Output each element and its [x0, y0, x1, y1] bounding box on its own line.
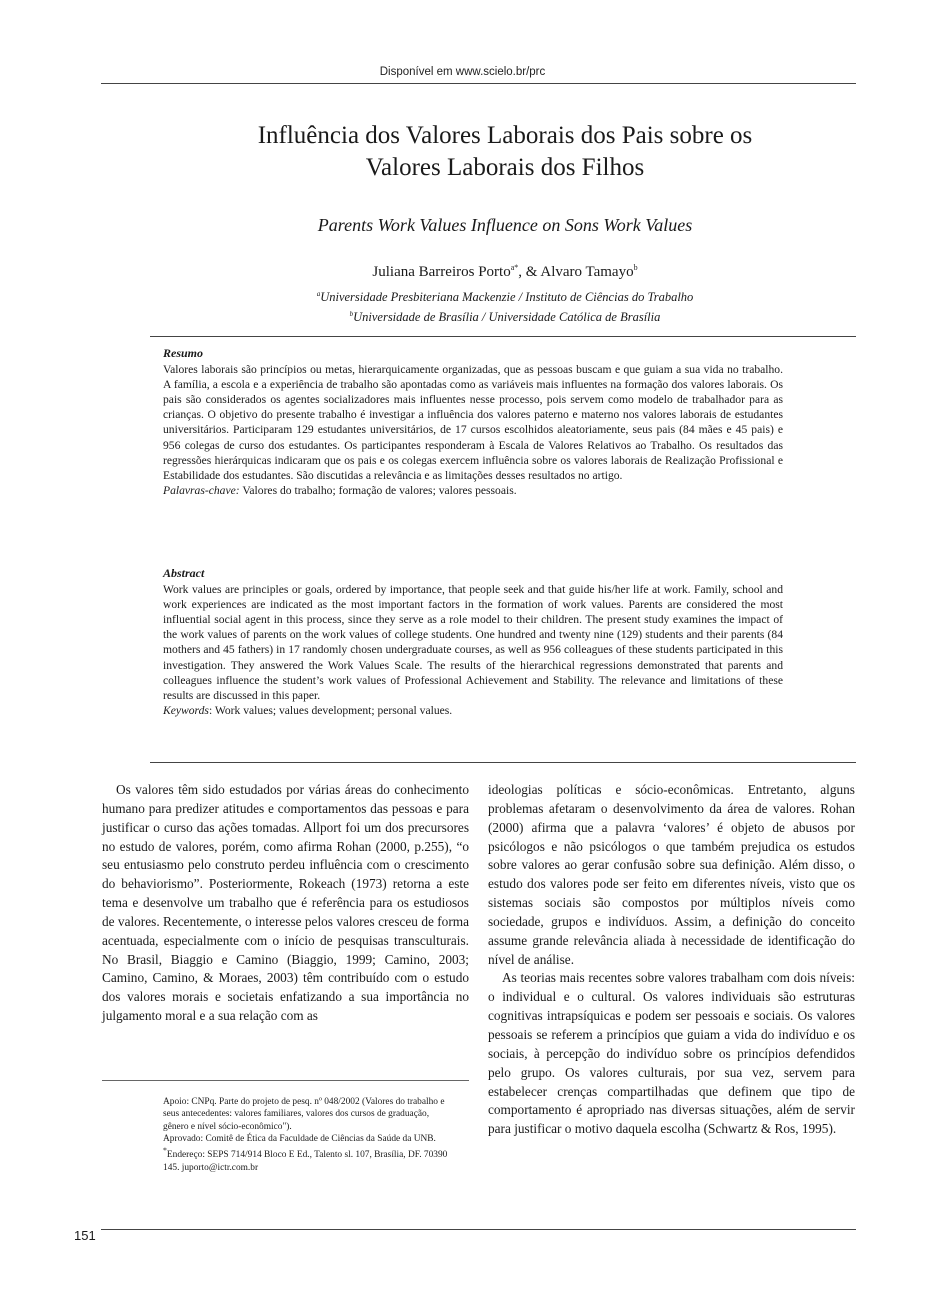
authors: [150, 263, 860, 281]
author-1: Juliana Barreiros Porto: [372, 264, 511, 280]
affiliation-mark: b: [349, 310, 354, 318]
keywords-label: Palavras-chave:: [163, 483, 240, 497]
title-line-1: Influência dos Valores Laborais dos Pais sobre os: [257, 122, 753, 149]
body-paragraph: Os valores têm sido estudados por várias áreas do conhecimento humano para predizer atitudes e comportamentos das pessoas e para justificar o curso das ações tomadas. Allport foi um dos precursores no estudo de valores, porém, como afirma Rohan (2000, p.255), “o seu entusiasmo pelo construto perdeu influência com o crescimento do behaviorismo”. Posteriormente, Rokeach (1973) retorna a este tema e desenvolve um trabalho que é referência para os estudiosos de valores. Recentemente, o interesse pelos valores cresceu de forma acentuada, especialmente com o início de pesquisas transculturais. No Brasil, Biaggio e Camino (Biaggio, 1999; Camino, 2003; Camino, Camino, & Moraes, 2003) têm contribuído com o estudo dos valores morais e societais enfatizando a sua importância no julgamento moral e a sua relação com as: [102, 782, 469, 1024]
header-rule: [101, 83, 856, 84]
title-line-2: Valores Laborais dos Filhos: [365, 154, 645, 181]
affiliation-mark: a: [316, 290, 321, 298]
body-right-column: [488, 781, 855, 1139]
english-title: Parents Work Values Influence on Sons Work Values: [317, 215, 693, 235]
resumo-keywords: [163, 483, 783, 498]
abstract-heading: Abstract: [163, 566, 205, 580]
body-left-column: [102, 781, 469, 1026]
affiliation-text: Universidade Presbiteriana Mackenzie / Instituto de Ciências do Trabalho: [320, 290, 694, 305]
abstract-top-rule: [150, 336, 856, 337]
footnote-apoio: Apoio: CNPq. Parte do projeto de pesq. nº 048/2002 (Valores do trabalho e seus antecedentes: valores familiares, valores dos cursos de graduação, gênero e nível sócio-econômico").: [163, 1097, 445, 1132]
author-2-mark: b: [633, 263, 638, 272]
body-paragraph: As teorias mais recentes sobre valores trabalham com dois níveis: o individual e o cultural. Os valores individuais são estruturas cognitivas intrapsíquicas e podem ser pessoais e sociais. Os valores pessoais se referem a princípios que guiam a vida do indivíduo e os sociais, à percepção do indivíduo sobre os princípios defendidos pelo grupo. Os valores culturais, por sua vez, servem para estabelecer crenças compartilhadas que definem que tipo de comportamento é apropriado nas diversas situações, além de servir para justificar o motivo daquela escolha (Schwartz & Ros, 1995).: [488, 970, 855, 1137]
author-1-mark: a*: [510, 263, 519, 272]
body-paragraph: ideologias políticas e sócio-econômicas. Entretanto, alguns problemas afetaram o desenvolvimento da área de valores. Rohan (2000) afirma que a palavra ‘valores’ é objeto de abusos por psicólogos e não psicólogos o que também prejudica os estudos sobre valores ao gerar confusão sobre sua definição. Além disso, o estudo dos valores pode ser feito em diferentes níveis, visto que os sistemas sociais são compostos por múltiplos níveis como sociedade, grupos e indivíduos. Assim, a definição do conceito assume grande relevância aliada à necessidade de identificação do nível de análise.: [488, 782, 855, 967]
article-title: [150, 120, 860, 184]
footnote-aprovado: Aprovado: Comitê de Ética da Faculdade de Ciências da Saúde da UNB.: [163, 1133, 436, 1144]
resumo-section: [163, 346, 783, 498]
footnote: [163, 1096, 453, 1174]
footnote-rule: [102, 1080, 469, 1081]
footnote-endereco-text: Endereço: SEPS 714/914 Bloco E Ed., Talento sl. 107, Brasília, DF. 70390 145. juporto@ictr.com.br: [163, 1150, 448, 1173]
keywords-text: Valores do trabalho; formação de valores; valores pessoais.: [239, 483, 517, 497]
abstract-keywords: [163, 703, 783, 718]
abstract-text: Work values are principles or goals, ordered by importance, that people seek and that guide his/her life at work. Family, school and work experiences are indicated as the most important factors in the formation of work values. Parents are considered the most influential social agent in this process, since they serve as a role model to their children. The present study examines the impact of the work values of parents on the work values of college students. One hundred and twenty nine (129) students and their parents (84 mothers and 45 fathers) in 17 randomly chosen undergraduate courses, as well as 956 colleagues of these students participated in this investigation. They answered the Work Values Scale. The results of the hierarchical regressions demonstrated that parents and colleagues influence the student’s work values of Professional Achievement and Stability. The relevance and limitations of these results are discussed in this paper.: [163, 583, 783, 702]
journal-url-header: Disponível em www.scielo.br/prc: [379, 66, 546, 78]
affiliation-b: [150, 310, 860, 325]
page-number: 151: [74, 1228, 96, 1243]
author-2: , & Alvaro Tamayo: [518, 264, 634, 280]
footnote-mark: *: [163, 1146, 167, 1156]
abstract-bottom-rule: [150, 762, 856, 763]
resumo-text: Valores laborais são princípios ou metas, hierarquicamente organizadas, que as pessoas buscam e que guiam a sua vida no trabalho. A família, a escola e a experiência de trabalho são apontadas como as variáveis mais influentes na formação dos valores laborais. Os pais são considerados os agentes socializadores mais influentes nesse processo, pois servem como modelo de trabalhador para as crianças. O objetivo do presente trabalho é investigar a influência dos valores paterno e materno nos valores laborais de estudantes universitários. Participaram 129 estudantes universitários, de 17 cursos escolhidos aleatoriamente, seus pais (84 mães e 45 pais) e 956 colegas de curso dos estudantes. Os participantes responderam à Escala de Valores Relativos ao Trabalho. Os resultados das regressões hierárquicas indicaram que os pais e os colegas exercem influência sobre os valores laborais de Realização Profissional e Estabilidade dos estudantes. São discutidas a relevância e as limitações desses resultados no artigo.: [163, 363, 783, 482]
keywords-label: Keywords: [163, 703, 209, 717]
affiliation-text: Universidade de Brasília / Universidade Católica de Brasília: [353, 310, 661, 325]
keywords-text: : Work values; values development; personal values.: [208, 703, 453, 717]
resumo-heading: Resumo: [163, 346, 204, 360]
affiliation-a: [150, 290, 860, 305]
footnote-endereco: [163, 1145, 453, 1174]
abstract-section: [163, 566, 783, 718]
footer-rule: [101, 1229, 856, 1230]
